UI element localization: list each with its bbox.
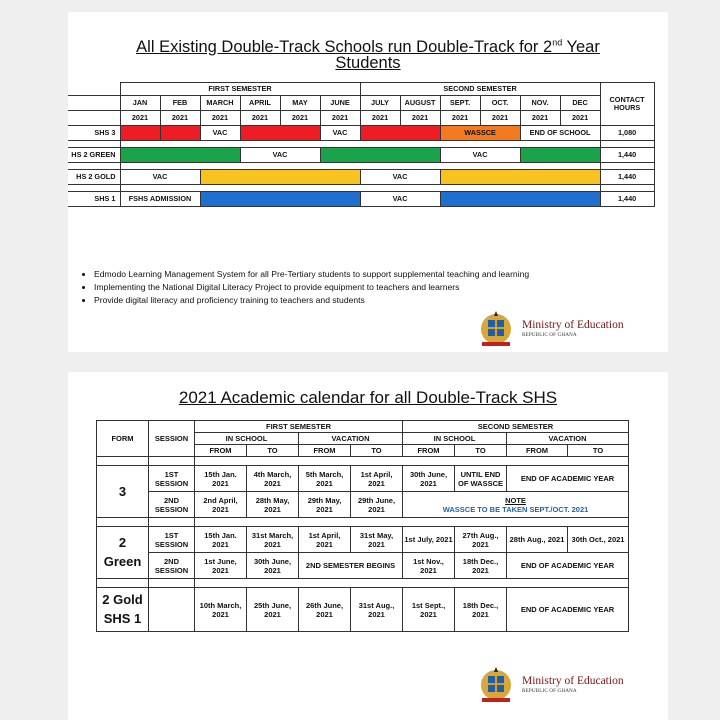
month-cell: APRIL (240, 96, 280, 111)
end-of-academic-year-cell: END OF ACADEMIC YEAR (507, 466, 629, 492)
date-cell: 1st Nov., 2021 (403, 553, 455, 579)
date-cell: 1st April, 2021 (299, 527, 351, 553)
hours-cell: 1,440 (600, 192, 654, 207)
month-cell: JULY (360, 96, 400, 111)
row-shs3 (68, 126, 654, 141)
date-cell: 15th Jan. 2021 (195, 527, 247, 553)
year-cell: 2021 (160, 111, 200, 126)
year-cell: 2021 (480, 111, 520, 126)
form2-session2-row (97, 553, 629, 579)
session-cell-empty (149, 588, 195, 632)
in-school-header: IN SCHOOL (195, 433, 299, 445)
to-header: TO (351, 445, 403, 457)
date-cell: 30th Oct., 2021 (568, 527, 629, 553)
bar-in-school (200, 192, 360, 207)
date-cell: 25th June, 2021 (247, 588, 299, 632)
date-cell: UNTIL END OF WASSCE (455, 466, 507, 492)
vac-cell: VAC (240, 148, 320, 163)
bar-in-school (240, 126, 320, 141)
date-cell: 1st April, 2021 (351, 466, 403, 492)
month-cell: JAN (120, 96, 160, 111)
in-school-header: IN SCHOOL (403, 433, 507, 445)
date-cell: 15th Jan. 2021 (195, 466, 247, 492)
date-cell: 30th June, 2021 (403, 466, 455, 492)
year-cell: 2021 (320, 111, 360, 126)
month-cell: JUNE (320, 96, 360, 111)
ministry-name: Ministry of Education (522, 318, 624, 331)
month-cell: OCT. (480, 96, 520, 111)
year-cell: 2021 (200, 111, 240, 126)
year-cell: 2021 (560, 111, 600, 126)
month-cell: MARCH (200, 96, 240, 111)
bar-in-school (320, 148, 440, 163)
panel2-title: 2021 Academic calendar for all Double-Track SHS (178, 388, 558, 407)
vac-cell: VAC (360, 170, 440, 185)
from-header: FROM (403, 445, 455, 457)
sem2-begins-cell: 2ND SEMESTER BEGINS (299, 553, 403, 579)
hours-cell: 1,440 (600, 170, 654, 185)
session-cell: 1ST SESSION (149, 527, 195, 553)
wassce-bar: WASSCE (440, 126, 520, 141)
bar-in-school (520, 148, 600, 163)
second-semester-header: SECOND SEMESTER (360, 83, 600, 96)
row-label: SHS 1 (68, 192, 120, 207)
first-semester-header: FIRST SEMESTER (195, 421, 403, 433)
vac-cell: VAC (440, 148, 520, 163)
date-cell: 30th June, 2021 (247, 553, 299, 579)
date-cell: 1st Sept., 2021 (403, 588, 455, 632)
vac-cell: VAC (200, 126, 240, 141)
date-cell: 29th May, 2021 (299, 492, 351, 518)
panel1-title-line2: Students (335, 54, 401, 72)
date-cell: 5th March, 2021 (299, 466, 351, 492)
date-cell: 18th Dec., 2021 (455, 588, 507, 632)
date-cell: 31st March, 2021 (247, 527, 299, 553)
to-header: TO (568, 445, 629, 457)
date-cell: 26th June, 2021 (299, 588, 351, 632)
end-of-academic-year-cell: END OF ACADEMIC YEAR (507, 588, 629, 632)
row-shs1 (68, 192, 654, 207)
from-header: FROM (507, 445, 568, 457)
bar-in-school (120, 148, 240, 163)
session-cell: 2ND SESSION (149, 492, 195, 518)
year-cell: 2021 (240, 111, 280, 126)
month-cell: NOV. (520, 96, 560, 111)
hours-cell: 1,440 (600, 148, 654, 163)
note-item: • Implementing the National Digital Literacy Project to provide equipment to teachers and learners (94, 281, 654, 294)
year-cell: 2021 (400, 111, 440, 126)
contact-hours-header: CONTACT HOURS (600, 83, 654, 126)
wassce-note-cell (403, 492, 629, 518)
form3-session2-row (97, 492, 629, 518)
form-header: FORM (97, 421, 149, 457)
academic-calendar-table (96, 420, 629, 632)
year-cell: 2021 (520, 111, 560, 126)
date-cell: 28th Aug., 2021 (507, 527, 568, 553)
note-label: NOTE (505, 495, 526, 505)
bar-in-school (120, 126, 160, 141)
month-cell: FEB (160, 96, 200, 111)
ministry-logo-block (476, 308, 624, 348)
form2-session1-row (97, 527, 629, 553)
year-cell: 2021 (280, 111, 320, 126)
date-cell: 29th June, 2021 (351, 492, 403, 518)
month-cell: MAY (280, 96, 320, 111)
form-label: 3 (97, 466, 149, 518)
to-header: TO (455, 445, 507, 457)
first-semester-header: FIRST SEMESTER (120, 83, 360, 96)
note-item: • Edmodo Learning Management System for all Pre-Tertiary students to support supplemental teaching and learning (94, 268, 654, 281)
end-of-school-cell: END OF SCHOOL (520, 126, 600, 141)
vac-cell: VAC (360, 192, 440, 207)
second-semester-header: SECOND SEMESTER (403, 421, 629, 433)
bar-in-school (440, 170, 600, 185)
vacation-header: VACATION (507, 433, 629, 445)
year-cell: 2021 (440, 111, 480, 126)
row-shs2-green (68, 148, 654, 163)
bar-in-school (160, 126, 200, 141)
row-label: HS 2 GOLD (68, 170, 120, 185)
note-text: WASSCE TO BE TAKEN SEPT./OCT. 2021 (442, 504, 589, 514)
ghana-coat-of-arms-icon (476, 664, 516, 704)
session-header: SESSION (149, 421, 195, 457)
semester-chart-table (68, 82, 655, 207)
vac-cell: VAC (320, 126, 360, 141)
republic-name: REPUBLIC OF GHANA (522, 687, 577, 694)
from-header: FROM (299, 445, 351, 457)
vac-cell: VAC (120, 170, 200, 185)
bar-in-school (360, 126, 440, 141)
year-cell: 2021 (360, 111, 400, 126)
month-cell: DEC (560, 96, 600, 111)
row-shs2-gold (68, 170, 654, 185)
date-cell: 1st June, 2021 (195, 553, 247, 579)
republic-name: REPUBLIC OF GHANA (522, 331, 577, 338)
form3-session1-row (97, 466, 629, 492)
panel1-title-line1: All Existing Double-Track Schools run Double-Track for 2nd Year (136, 37, 600, 56)
session-cell: 2ND SESSION (149, 553, 195, 579)
to-header: TO (247, 445, 299, 457)
ministry-logo-block (476, 664, 624, 704)
date-cell: 18th Dec., 2021 (455, 553, 507, 579)
admission-cell: FSHS ADMISSION (120, 192, 200, 207)
bar-in-school (440, 192, 600, 207)
date-cell: 27th Aug., 2021 (455, 527, 507, 553)
form-label: 2 Gold SHS 1 (97, 588, 149, 632)
note-item: • Provide digital literacy and proficiency training to teachers and students (94, 294, 654, 307)
form-label: 2 Green (97, 527, 149, 579)
date-cell: 4th March, 2021 (247, 466, 299, 492)
ghana-coat-of-arms-icon (476, 308, 516, 348)
month-cell: SEPT. (440, 96, 480, 111)
date-cell: 10th March, 2021 (195, 588, 247, 632)
ministry-name: Ministry of Education (522, 674, 624, 687)
from-header: FROM (195, 445, 247, 457)
date-cell: 1st July, 2021 (403, 527, 455, 553)
calendar-panel-bottom (68, 372, 668, 720)
end-of-academic-year-cell: END OF ACADEMIC YEAR (507, 553, 629, 579)
date-cell: 2nd April, 2021 (195, 492, 247, 518)
notes-list (82, 268, 654, 307)
month-cell: AUGUST (400, 96, 440, 111)
date-cell: 31st May, 2021 (351, 527, 403, 553)
gold-shs1-row (97, 588, 629, 632)
year-cell: 2021 (120, 111, 160, 126)
session-cell: 1ST SESSION (149, 466, 195, 492)
row-label: SHS 3 (68, 126, 120, 141)
calendar-panel-top (68, 12, 668, 352)
date-cell: 28th May, 2021 (247, 492, 299, 518)
date-cell: 31st Aug., 2021 (351, 588, 403, 632)
vacation-header: VACATION (299, 433, 403, 445)
row-label: HS 2 GREEN (68, 148, 120, 163)
bar-in-school (200, 170, 360, 185)
hours-cell: 1,080 (600, 126, 654, 141)
